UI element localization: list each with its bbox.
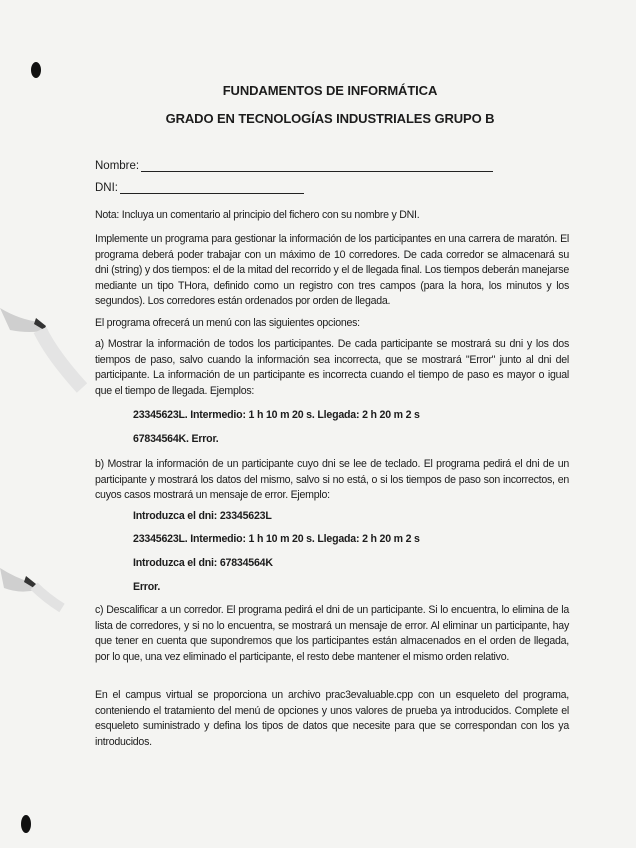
hole-punch-mark-bottom xyxy=(18,812,34,836)
hole-punch-mark-top xyxy=(28,60,44,80)
example-a1: 23345623L. Intermedio: 1 h 10 m 20 s. Llegada: 2 h 20 m 2 s xyxy=(133,409,420,421)
dni-blank-line xyxy=(120,193,304,194)
nombre-label: Nombre: xyxy=(95,160,140,172)
dni-field xyxy=(95,182,304,194)
intro-paragraph: Implemente un programa para gestionar la información de los participantes en una carrera de maratón. El programa deberá poder trabajar con un máximo de 10 corredores. De cada corredor se almacenará su dni (string) y dos tiempos: el de la mitad del recorrido y el de llegada final. Los tiempos deberán manejarse mediante un tipo THora, definido como un registro con tres campos (para la hora, los minutos y los segundos). Los corredores están ordenados por orden de llegada. xyxy=(95,233,569,307)
nombre-blank-line xyxy=(141,171,493,172)
staple-mark-upper xyxy=(0,300,90,400)
option-c-paragraph: c) Descalificar a un corredor. El programa pedirá el dni de un participante. Si lo encuentra, lo elimina de la lista de corredores, y si no lo encuentra, se mostrará un mensaje de error. Al eliminar un participante, hay que tener en cuenta que supondremos que los participantes están almacenados en el orden de llegada, por lo que, una vez eliminado el participante, el resto debe mantener el mismo orden relativo. xyxy=(95,604,569,663)
example-a2: 67834564K. Error. xyxy=(133,433,219,445)
option-a-paragraph: a) Mostrar la información de todos los participantes. De cada participante se mostrará su dni y los dos tiempos de paso, salvo cuando la información sea incorrecta, que se mostrará "Error" junto al dni del participante. La información de un participante es incorrecta cuando el tiempo de paso es mayor o igual que el tiempo de llegada. Ejemplos: xyxy=(95,338,569,397)
dni-label: DNI: xyxy=(95,182,118,194)
document-title: FUNDAMENTOS DE INFORMÁTICA xyxy=(222,83,438,98)
example-b1: Introduzca el dni: 23345623L xyxy=(133,510,272,522)
example-b3: Introduzca el dni: 67834564K xyxy=(133,557,273,569)
staple-mark-lower xyxy=(0,548,80,618)
example-b2: 23345623L. Intermedio: 1 h 10 m 20 s. Llegada: 2 h 20 m 2 s xyxy=(133,533,420,545)
campus-paragraph: En el campus virtual se proporciona un archivo prac3evaluable.cpp con un esqueleto del programa, conteniendo el tratamiento del menú de opciones y unos valores de prueba ya introducidos. Complete el esqueleto suministrado y defina los tipos de datos que necesite para que se correspondan con los ya introducidos. xyxy=(95,689,569,748)
nota-paragraph: Nota: Incluya un comentario al principio del fichero con su nombre y DNI. xyxy=(95,209,420,221)
example-b4: Error. xyxy=(133,581,161,593)
document-subtitle: GRADO EN TECNOLOGÍAS INDUSTRIALES GRUPO B xyxy=(165,111,495,126)
nombre-field xyxy=(95,160,493,172)
option-b-paragraph: b) Mostrar la información de un participante cuyo dni se lee de teclado. El programa pedirá el dni de un participante y mostrará los datos del mismo, salvo si no está, o si los tiempos de paso son incorrectos, en cuyos casos mostrará un mensaje de error. Ejemplo: xyxy=(95,458,569,501)
menu-intro-paragraph: El programa ofrecerá un menú con las siguientes opciones: xyxy=(95,317,360,329)
